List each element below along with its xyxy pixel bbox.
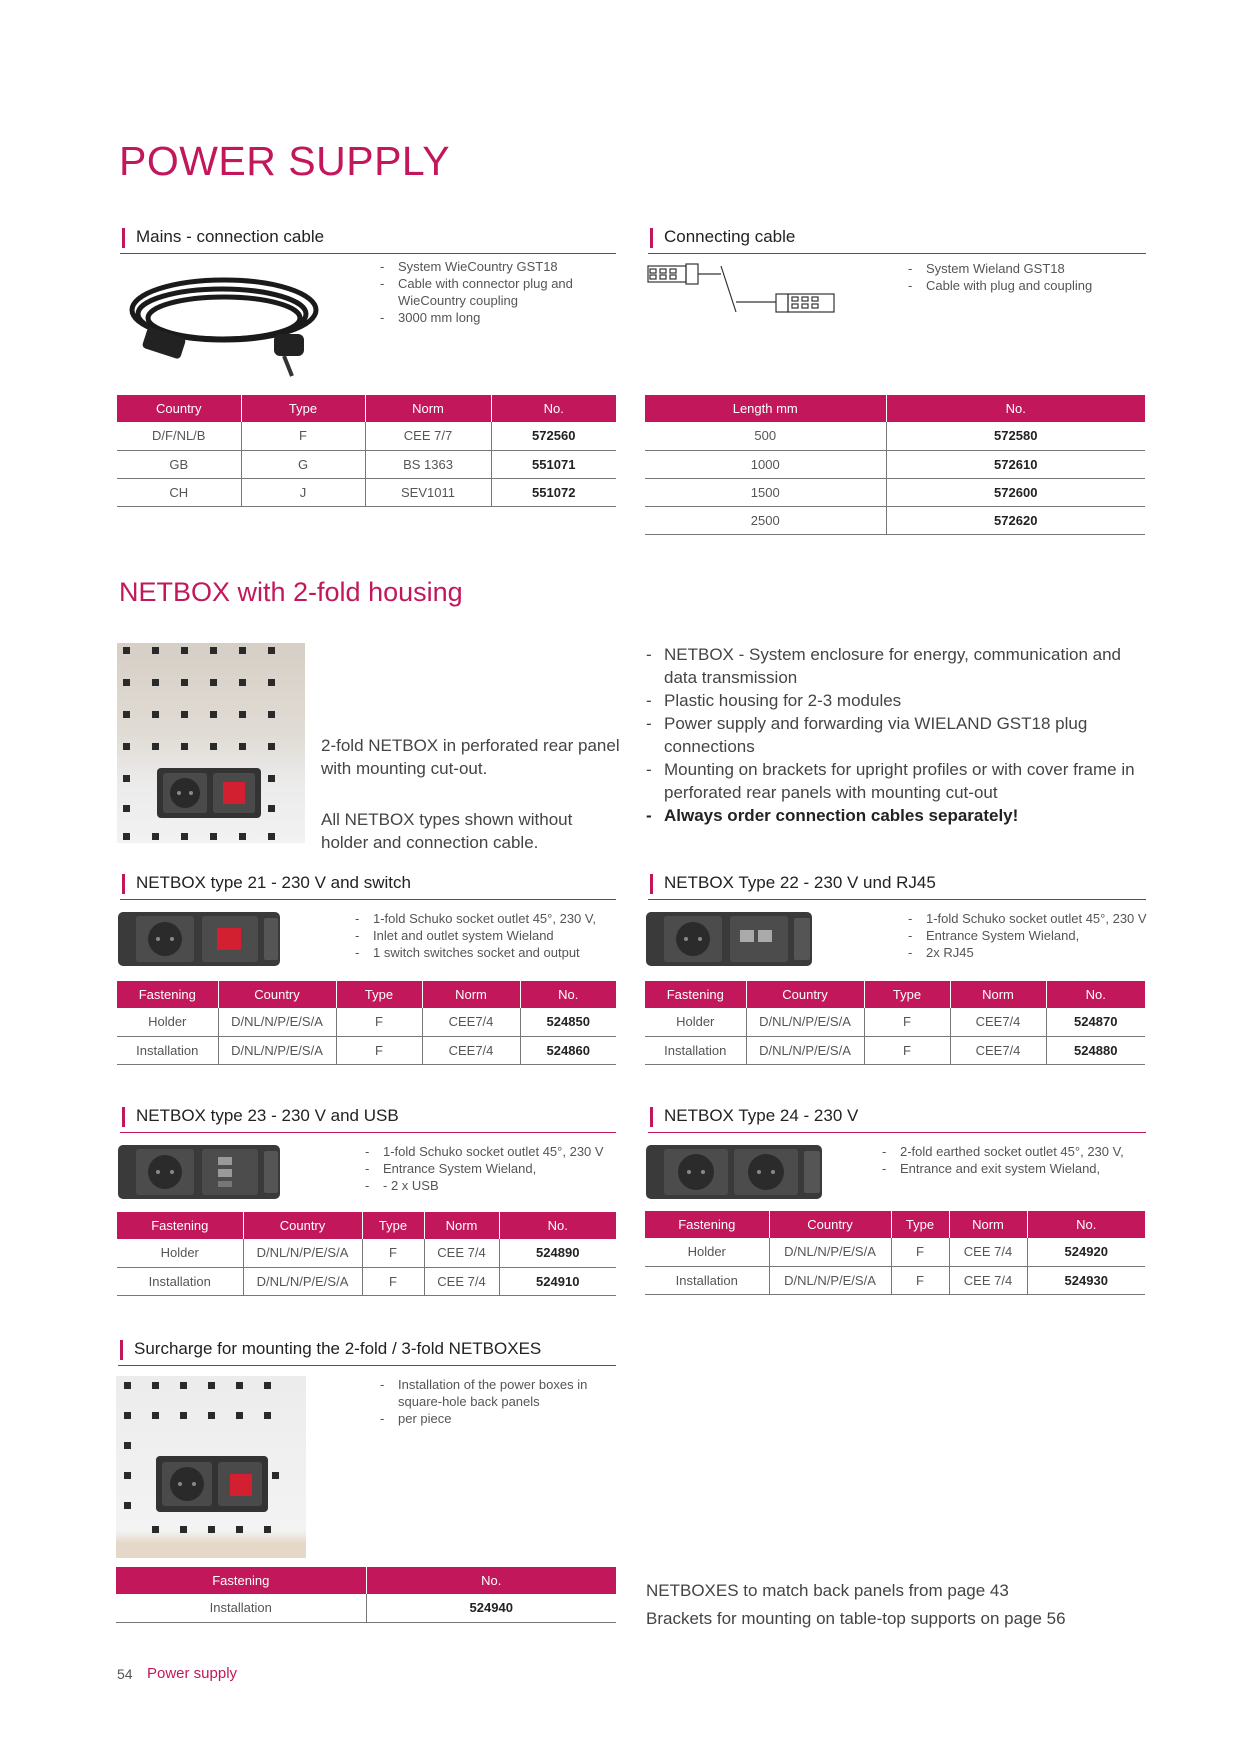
netbox22-image bbox=[646, 910, 812, 970]
table-row bbox=[645, 422, 1145, 450]
table-cell: CEE7/4 bbox=[422, 1036, 520, 1064]
table-cell: 524870 bbox=[1046, 1008, 1145, 1036]
mains-bullet: - Cable with connector plug and WieCountry coupling bbox=[380, 275, 615, 309]
page-title: POWER SUPPLY bbox=[119, 138, 451, 184]
table-header: Type bbox=[891, 1211, 949, 1238]
type22-heading-text: NETBOX Type 22 - 230 V und RJ45 bbox=[664, 873, 936, 892]
type24-bullet: - 2-fold earthed socket outlet 45°, 230 V, bbox=[882, 1143, 1148, 1160]
netbox-intro-bullets bbox=[646, 643, 1156, 827]
table-row bbox=[117, 422, 616, 450]
netbox21-image bbox=[118, 910, 280, 970]
table-header: No. bbox=[520, 981, 616, 1008]
table-cell: F bbox=[362, 1267, 424, 1295]
table-header: Norm bbox=[422, 981, 520, 1008]
table-header: Type bbox=[336, 981, 422, 1008]
netbox-bullet: - NETBOX - System enclosure for energy, communication and data transmission bbox=[646, 643, 1156, 689]
footer-section-title: Power supply bbox=[147, 1665, 238, 1682]
table-header: No. bbox=[1046, 981, 1145, 1008]
netbox-intro-text1: 2-fold NETBOX in perforated rear panel with mounting cut-out. bbox=[321, 736, 620, 778]
connecting-bullets bbox=[908, 260, 1146, 294]
connecting-heading-text: Connecting cable bbox=[664, 227, 796, 246]
table-cell: 524850 bbox=[520, 1008, 616, 1036]
type23-bullet: - - 2 x USB bbox=[365, 1177, 617, 1194]
table-cell: CEE7/4 bbox=[950, 1036, 1046, 1064]
type21-section-heading bbox=[120, 872, 616, 900]
table-row bbox=[645, 478, 1145, 506]
type22-bullet: - Entrance System Wieland, bbox=[908, 927, 1148, 944]
type24-section-heading bbox=[648, 1105, 1146, 1133]
table-cell: D/NL/N/P/E/S/A bbox=[243, 1239, 362, 1267]
table-cell: CEE 7/4 bbox=[949, 1266, 1027, 1294]
table-cell: F bbox=[362, 1239, 424, 1267]
table-header: Country bbox=[218, 981, 336, 1008]
type23-table bbox=[117, 1212, 616, 1296]
table-header: Norm bbox=[950, 981, 1046, 1008]
table-cell: 524880 bbox=[1046, 1036, 1145, 1064]
connecting-section-heading bbox=[648, 226, 1146, 254]
mains-bullet: - 3000 mm long bbox=[380, 309, 615, 326]
table-header: No. bbox=[886, 395, 1145, 422]
table-header: No. bbox=[366, 1567, 616, 1594]
surcharge-heading-text: Surcharge for mounting the 2-fold / 3-fold NETBOXES bbox=[134, 1339, 542, 1358]
connecting-table bbox=[645, 395, 1145, 535]
table-cell: 551072 bbox=[491, 478, 616, 506]
table-cell: GB bbox=[117, 450, 241, 478]
table-cell: F bbox=[864, 1008, 950, 1036]
table-row bbox=[645, 1266, 1145, 1294]
table-header: Fastening bbox=[117, 1212, 243, 1239]
table-cell: D/NL/N/P/E/S/A bbox=[218, 1008, 336, 1036]
type23-bullet: - 1-fold Schuko socket outlet 45°, 230 V bbox=[365, 1143, 617, 1160]
type24-bullet: - Entrance and exit system Wieland, bbox=[882, 1160, 1148, 1177]
table-header: No. bbox=[491, 395, 616, 422]
mains-bullet: - System WieCountry GST18 bbox=[380, 258, 615, 275]
table-row bbox=[117, 1008, 616, 1036]
table-cell: Installation bbox=[116, 1594, 366, 1622]
table-row bbox=[117, 1267, 616, 1295]
table-cell: CEE7/4 bbox=[950, 1008, 1046, 1036]
table-cell: Installation bbox=[645, 1036, 746, 1064]
table-cell: CEE7/4 bbox=[422, 1008, 520, 1036]
page-number: 54 bbox=[117, 1666, 133, 1682]
table-header: Country bbox=[746, 981, 864, 1008]
type23-bullet: - Entrance System Wieland, bbox=[365, 1160, 617, 1177]
type23-bullets bbox=[365, 1143, 617, 1194]
table-cell: Holder bbox=[645, 1238, 769, 1266]
type22-bullet: - 1-fold Schuko socket outlet 45°, 230 V bbox=[908, 910, 1148, 927]
table-cell: CEE 7/7 bbox=[365, 422, 491, 450]
table-cell: Installation bbox=[645, 1266, 769, 1294]
table-header: Fastening bbox=[117, 981, 218, 1008]
table-cell: D/NL/N/P/E/S/A bbox=[746, 1036, 864, 1064]
table-row bbox=[645, 506, 1145, 534]
table-cell: 524930 bbox=[1027, 1266, 1145, 1294]
type21-bullet: - 1-fold Schuko socket outlet 45°, 230 V, bbox=[355, 910, 617, 927]
table-cell: F bbox=[864, 1036, 950, 1064]
table-row bbox=[117, 1239, 616, 1267]
type22-section-heading bbox=[648, 872, 1146, 900]
surcharge-panel-photo bbox=[116, 1376, 306, 1558]
table-header: Norm bbox=[365, 395, 491, 422]
connecting-bullet: - Cable with plug and coupling bbox=[908, 277, 1146, 294]
table-cell: Holder bbox=[117, 1008, 218, 1036]
table-row bbox=[117, 450, 616, 478]
table-cell: 551071 bbox=[491, 450, 616, 478]
table-cell: 572580 bbox=[886, 422, 1145, 450]
table-cell: 524890 bbox=[499, 1239, 616, 1267]
mains-bullets bbox=[380, 258, 615, 326]
mains-heading-text: Mains - connection cable bbox=[136, 227, 325, 246]
table-header: Fastening bbox=[116, 1567, 366, 1594]
table-cell: F bbox=[241, 422, 365, 450]
table-header: No. bbox=[1027, 1211, 1145, 1238]
table-row bbox=[116, 1594, 616, 1622]
netbox-intro-text2: All NETBOX types shown without holder and connection cable. bbox=[321, 810, 573, 852]
netbox-panel-svg bbox=[117, 643, 305, 843]
table-row bbox=[117, 478, 616, 506]
table-header: Norm bbox=[949, 1211, 1027, 1238]
type23-section-heading bbox=[120, 1105, 616, 1133]
surcharge-bullets bbox=[380, 1376, 616, 1427]
table-cell: D/F/NL/B bbox=[117, 422, 241, 450]
table-cell: SEV1011 bbox=[365, 478, 491, 506]
netbox23-image bbox=[118, 1143, 280, 1203]
table-cell: 2500 bbox=[645, 506, 886, 534]
netbox-bold-bullet: - Always order connection cables separately! bbox=[646, 804, 1156, 827]
type21-bullet: - Inlet and outlet system Wieland bbox=[355, 927, 617, 944]
table-cell: G bbox=[241, 450, 365, 478]
table-cell: Installation bbox=[117, 1036, 218, 1064]
table-header: Country bbox=[243, 1212, 362, 1239]
table-header: No. bbox=[499, 1212, 616, 1239]
table-cell: Installation bbox=[117, 1267, 243, 1295]
table-header: Type bbox=[864, 981, 950, 1008]
table-cell: 572560 bbox=[491, 422, 616, 450]
mains-section-heading bbox=[120, 226, 616, 254]
table-cell: 524910 bbox=[499, 1267, 616, 1295]
netbox-panel-photo bbox=[117, 643, 305, 843]
table-cell: 572610 bbox=[886, 450, 1145, 478]
table-cell: 524920 bbox=[1027, 1238, 1145, 1266]
mains-table bbox=[117, 395, 616, 507]
table-cell: D/NL/N/P/E/S/A bbox=[243, 1267, 362, 1295]
table-row bbox=[645, 1008, 1145, 1036]
surcharge-panel-svg bbox=[116, 1376, 306, 1558]
surcharge-bullet: - Installation of the power boxes in square-hole back panels bbox=[380, 1376, 616, 1410]
table-row bbox=[645, 450, 1145, 478]
table-cell: CEE 7/4 bbox=[949, 1238, 1027, 1266]
netbox-bullet: - Mounting on brackets for upright profiles or with cover frame in perforated rear panels with mounting cut-out bbox=[646, 758, 1156, 804]
table-cell: F bbox=[891, 1266, 949, 1294]
table-cell: Holder bbox=[645, 1008, 746, 1036]
type22-bullets bbox=[908, 910, 1148, 961]
type21-bullet: - 1 switch switches socket and output bbox=[355, 944, 617, 961]
type23-heading-text: NETBOX type 23 - 230 V and USB bbox=[136, 1106, 399, 1125]
type24-table bbox=[645, 1211, 1145, 1295]
table-cell: 572600 bbox=[886, 478, 1145, 506]
connecting-bullet: - System Wieland GST18 bbox=[908, 260, 1146, 277]
surcharge-section-heading bbox=[118, 1338, 616, 1366]
netbox-bullet: - Power supply and forwarding via WIELAND GST18 plug connections bbox=[646, 712, 1156, 758]
type22-bullet: - 2x RJ45 bbox=[908, 944, 1148, 961]
table-cell: 524860 bbox=[520, 1036, 616, 1064]
table-cell: D/NL/N/P/E/S/A bbox=[218, 1036, 336, 1064]
note-back-panels: NETBOXES to match back panels from page 43 bbox=[646, 1581, 1009, 1600]
type24-heading-text: NETBOX Type 24 - 230 V bbox=[664, 1106, 859, 1125]
table-cell: 500 bbox=[645, 422, 886, 450]
table-cell: 1500 bbox=[645, 478, 886, 506]
table-cell: D/NL/N/P/E/S/A bbox=[746, 1008, 864, 1036]
table-cell: CH bbox=[117, 478, 241, 506]
table-cell: CEE 7/4 bbox=[424, 1239, 499, 1267]
surcharge-bullet: - per piece bbox=[380, 1410, 616, 1427]
table-cell: J bbox=[241, 478, 365, 506]
table-cell: F bbox=[336, 1036, 422, 1064]
type24-bullets bbox=[882, 1143, 1148, 1177]
netbox-title: NETBOX with 2-fold housing bbox=[119, 577, 463, 607]
connecting-cable-diagram bbox=[646, 260, 846, 316]
table-cell: 572620 bbox=[886, 506, 1145, 534]
table-cell: D/NL/N/P/E/S/A bbox=[769, 1266, 891, 1294]
table-cell: D/NL/N/P/E/S/A bbox=[769, 1238, 891, 1266]
power-cable-image bbox=[124, 268, 324, 388]
table-row bbox=[645, 1238, 1145, 1266]
type21-heading-text: NETBOX type 21 - 230 V and switch bbox=[136, 873, 411, 892]
table-cell: 524940 bbox=[366, 1594, 616, 1622]
table-cell: Holder bbox=[117, 1239, 243, 1267]
table-row bbox=[645, 1036, 1145, 1064]
type21-table bbox=[117, 981, 616, 1065]
table-header: Length mm bbox=[645, 395, 886, 422]
table-header: Norm bbox=[424, 1212, 499, 1239]
table-header: Fastening bbox=[645, 981, 746, 1008]
type21-bullets bbox=[355, 910, 617, 961]
table-cell: 1000 bbox=[645, 450, 886, 478]
surcharge-table bbox=[116, 1567, 616, 1623]
table-cell: BS 1363 bbox=[365, 450, 491, 478]
table-row bbox=[117, 1036, 616, 1064]
table-cell: CEE 7/4 bbox=[424, 1267, 499, 1295]
table-header: Country bbox=[117, 395, 241, 422]
table-cell: F bbox=[336, 1008, 422, 1036]
note-brackets: Brackets for mounting on table-top supports on page 56 bbox=[646, 1609, 1066, 1628]
netbox-bullet: - Plastic housing for 2-3 modules bbox=[646, 689, 1156, 712]
table-header: Type bbox=[241, 395, 365, 422]
table-cell: F bbox=[891, 1238, 949, 1266]
table-header: Type bbox=[362, 1212, 424, 1239]
netbox24-image bbox=[646, 1143, 822, 1203]
type22-table bbox=[645, 981, 1145, 1065]
table-header: Country bbox=[769, 1211, 891, 1238]
table-header: Fastening bbox=[645, 1211, 769, 1238]
